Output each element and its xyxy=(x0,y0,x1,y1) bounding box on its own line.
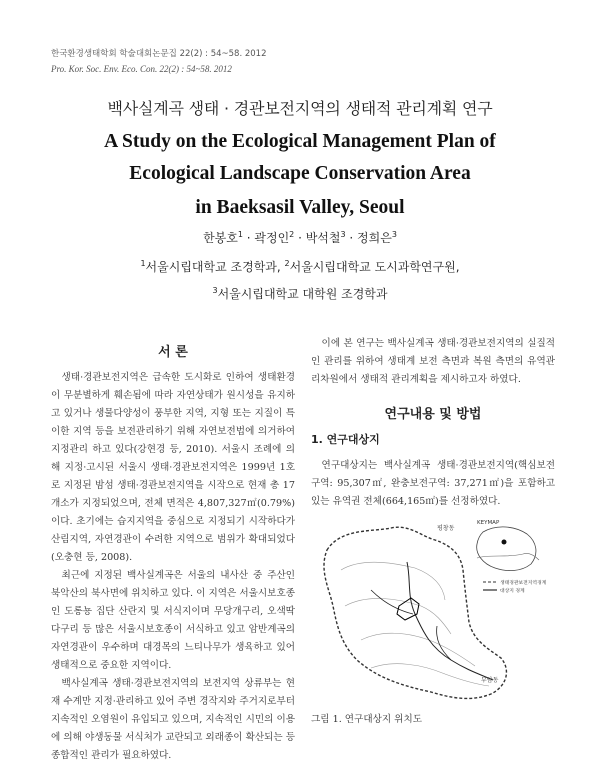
section-heading-introduction: 서 론 xyxy=(158,345,188,360)
contour-line xyxy=(361,633,475,666)
study-site-map xyxy=(311,510,561,707)
legend-label: 대상지 경계 xyxy=(500,589,525,594)
author-name: 박석철 xyxy=(305,231,341,245)
map-label-top: 평창동 xyxy=(437,525,455,532)
keymap-label: KEYMAP xyxy=(477,520,500,526)
contour-line xyxy=(341,562,445,600)
keymap-site-marker xyxy=(502,540,507,545)
contour-line xyxy=(371,664,489,686)
map-label-bottom: 부암동 xyxy=(481,677,499,684)
contour-line xyxy=(345,598,451,634)
right-column-intro xyxy=(311,335,555,389)
journal-header-english: Pro. Kor. Soc. Env. Eco. Con. 22(2) : 54~58. 2012 xyxy=(51,64,232,74)
title-english-line2: Ecological Landscape Conservation Area xyxy=(129,163,471,184)
author-name: 한봉호 xyxy=(203,231,238,245)
affiliation-line2: $^3$서울시립대학교 대학원 조경학과 xyxy=(212,286,388,301)
paragraph: 이에 본 연구는 백사실계곡 생태·경관보전지역의 실질적인 관리를 위하여 생태계 보전 측면과 복원 측면의 유역관리차원에서 생태적 관리계획을 제시하고자 하였다. xyxy=(311,338,555,385)
stream-line xyxy=(407,562,493,680)
paragraph: 연구대상지는 백사실계곡 생태·경관보전지역(핵심보전구역: 95,307㎡, 완충보전구역: 37,271㎡)을 포함하고 있는 유역권 전체(664,165㎡)를 선정하였다. xyxy=(311,460,555,507)
legend-label: 생태경관보전지역경계 xyxy=(500,581,547,586)
journal-header-korean: 한국환경생태학회 학술대회논문집 22(2) : 54~58. 2012 xyxy=(51,49,267,59)
figure-caption: 그림 1. 연구대상지 위치도 xyxy=(311,714,422,725)
keymap-seoul-outline xyxy=(477,527,536,571)
right-column-site xyxy=(311,457,555,511)
paragraph: 생태·경관보전지역은 급속한 도시화로 인하여 생태환경이 무분별하게 훼손됨에 따라 자연상태가 원시성을 유지하고 있거나 생물다양성이 풍부한 지역, 지형 또는 지질이 특이한 지역 등을 보전관리하기 위해 자연보전법에 의거하여 지정관리 하고 있다(강현경 등, 2010). 서울시 조례에 의해 지정·고시된 서울시 생태·경관보전지역은 1999년 1호로 지정된 밤섬 생태·경관보전지역을 시작으로 현재 총 17개소가 지정되었으며, 전체 면적은 4,807,327㎡(0.79%)이다. 초기에는 습지지역을 중심으로 지정되기 시작하다가 산림지역, 자연경관이 수려한 지역으로 범위가 확대되었다(오충현 등, 2008). xyxy=(51,372,295,563)
paragraph: 백사실계곡 생태·경관보전지역의 보전지역 상류부는 현재 수계만 지정·관리하고 있어 주변 경작지와 주거지로부터 지속적인 오염원이 유입되고 있으며, 지속적인 시민의 이용에 의해 야생동물 서식처가 교란되고 외래종이 확산되는 등 종합적인 관리가 필요하였다. xyxy=(51,678,295,761)
title-korean: 백사실계곡 생태 · 경관보전지역의 생태적 관리계획 연구 xyxy=(107,99,493,118)
title-english-line3: in Baeksasil Valley, Seoul xyxy=(195,197,405,218)
affiliation-line1: $^1$서울시립대학교 조경학과, $^2$서울시립대학교 도시과학연구원, xyxy=(140,259,460,274)
author-name: 곽정인 xyxy=(254,231,290,245)
map-legend xyxy=(483,579,547,594)
left-column-body xyxy=(51,369,295,765)
author-name: 정희은 xyxy=(357,231,392,245)
section-heading-methods: 연구내용 및 방법 xyxy=(384,407,482,422)
paragraph: 최근에 지정된 백사실계곡은 서울의 내사산 중 주산인 북악산의 북사면에 위치하고 있다. 이 지역은 서울시보호종인 도롱뇽 집단 산란지 및 서식지이며 무당개구리, 오색딱다구리 등 많은 서울시보호종이 서식하고 있고 암반계곡의 자연경관이 우수하며 대경목의 느티나무가 생육하고 있어 생태적으로 중요한 지역이다. xyxy=(51,570,295,671)
title-english-line1: A Study on the Ecological Management Plan of xyxy=(104,131,496,152)
keymap-inset xyxy=(477,520,539,571)
author-list: 한봉호$^1$ · 곽정인$^2$ · 박석철$^3$ · 정희은$^3$ xyxy=(203,230,397,245)
subsection-heading-study-site: 1. 연구대상지 xyxy=(311,433,380,446)
